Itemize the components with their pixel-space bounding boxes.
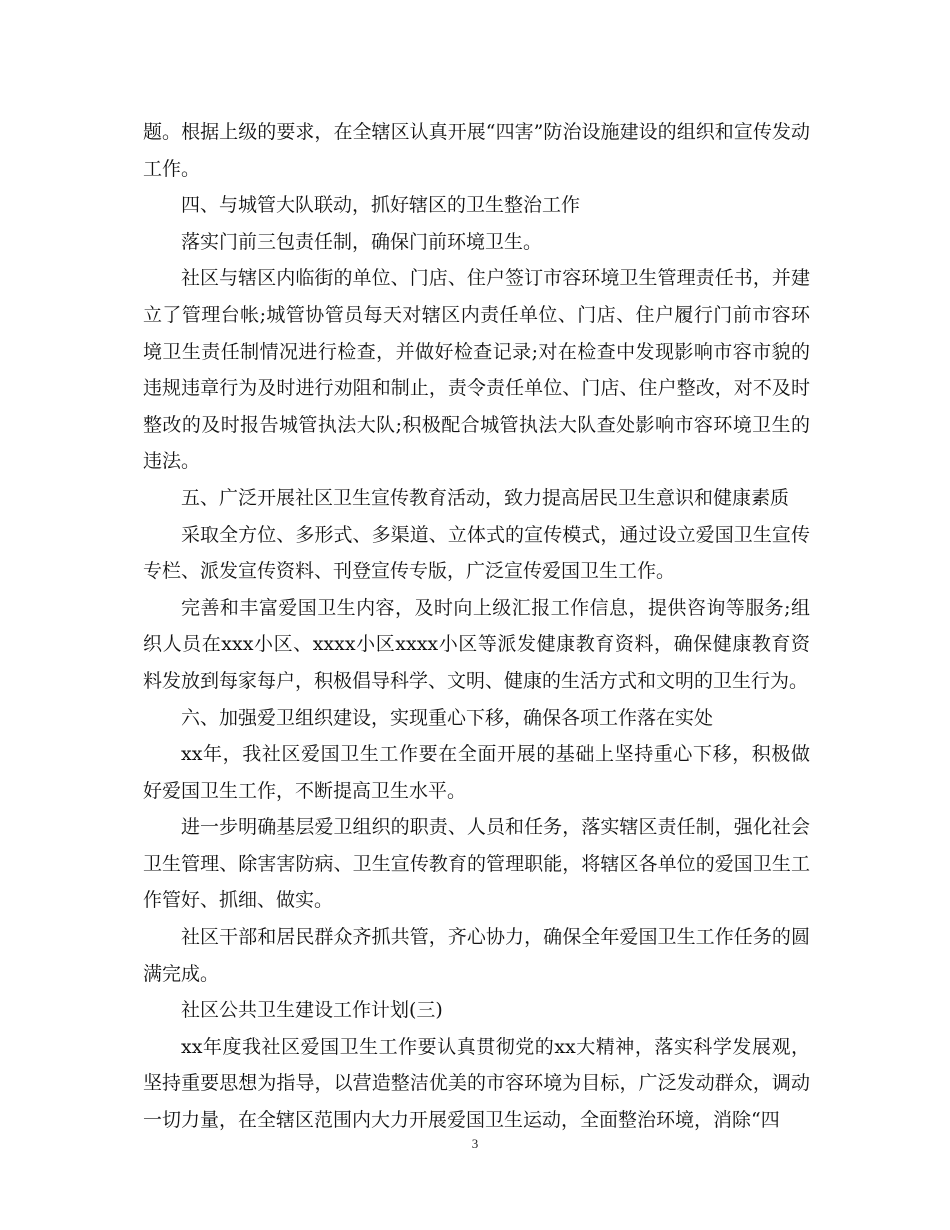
paragraph-5: 完善和丰富爱国卫生内容，及时向上级汇报工作信息，提供咨询等服务;组织人员在xxx小区、xxxx小区xxxx小区等派发健康教育资料，确保健康教育资料发放到每家每户，积极倡导科学、文明、健康的生活方式和文明的卫生行为。: [143, 596, 810, 692]
document-body: [143, 114, 810, 1139]
paragraph-1: 题。根据上级的要求，在全辖区认真开展“四害”防治设施建设的组织和宣传发动工作。: [143, 121, 810, 180]
paragraph-8: 社区干部和居民群众齐抓共管，齐心协力，确保全年爱国卫生工作任务的圆满完成。: [143, 926, 810, 985]
paragraph-2: 落实门前三包责任制，确保门前环境卫生。: [181, 230, 543, 253]
paragraph-3: 社区与辖区内临街的单位、门店、住户签订市容环境卫生管理责任书，并建立了管理台帐;城管协管员每天对辖区内责任单位、门店、住户履行门前市容环境卫生责任制情况进行检查，并做好检查记录;对在检查中发现影响市容市貌的违规违章行为及时进行劝阻和制止，责令责任单位、门店、住户整改，对不及时整改的及时报告城管执法大队;积极配合城管执法大队查处影响市容环境卫生的违法。: [143, 267, 810, 473]
section-heading-5: 五、广泛开展社区卫生宣传教育活动，致力提高居民卫生意识和健康素质: [181, 486, 790, 509]
section-heading-6: 六、加强爱卫组织建设，实现重心下移，确保各项工作落在实处: [181, 706, 714, 729]
section-heading-4: 四、与城管大队联动，抓好辖区的卫生整治工作: [181, 194, 581, 217]
paragraph-4: 采取全方位、多形式、多渠道、立体式的宣传模式，通过设立爱国卫生宣传专栏、派发宣传资料、刊登宣传专版，广泛宣传爱国卫生工作。: [143, 523, 810, 583]
paragraph-9: xx年度我社区爱国卫生工作要认真贯彻党的xx大精神，落实科学发展观，坚持重要思想为指导，以营造整洁优美的市容环境为目标，广泛发动群众，调动一切力量，在全辖区范围内大力开展爱国卫生运动，全面整治环境，消除“四: [143, 1035, 810, 1132]
paragraph-6: xx年，我社区爱国卫生工作要在全面开展的基础上坚持重心下移，积极做好爱国卫生工作，不断提高卫生水平。: [143, 743, 810, 802]
page-number: 3: [471, 1136, 479, 1151]
paragraph-7: 进一步明确基层爱卫组织的职责、人员和任务，落实辖区责任制，强化社会卫生管理、除害害防病、卫生宣传教育的管理职能，将辖区各单位的爱国卫生工作管好、抓细、做实。: [143, 816, 810, 912]
plan-title-3: 社区公共卫生建设工作计划(三): [181, 999, 443, 1022]
